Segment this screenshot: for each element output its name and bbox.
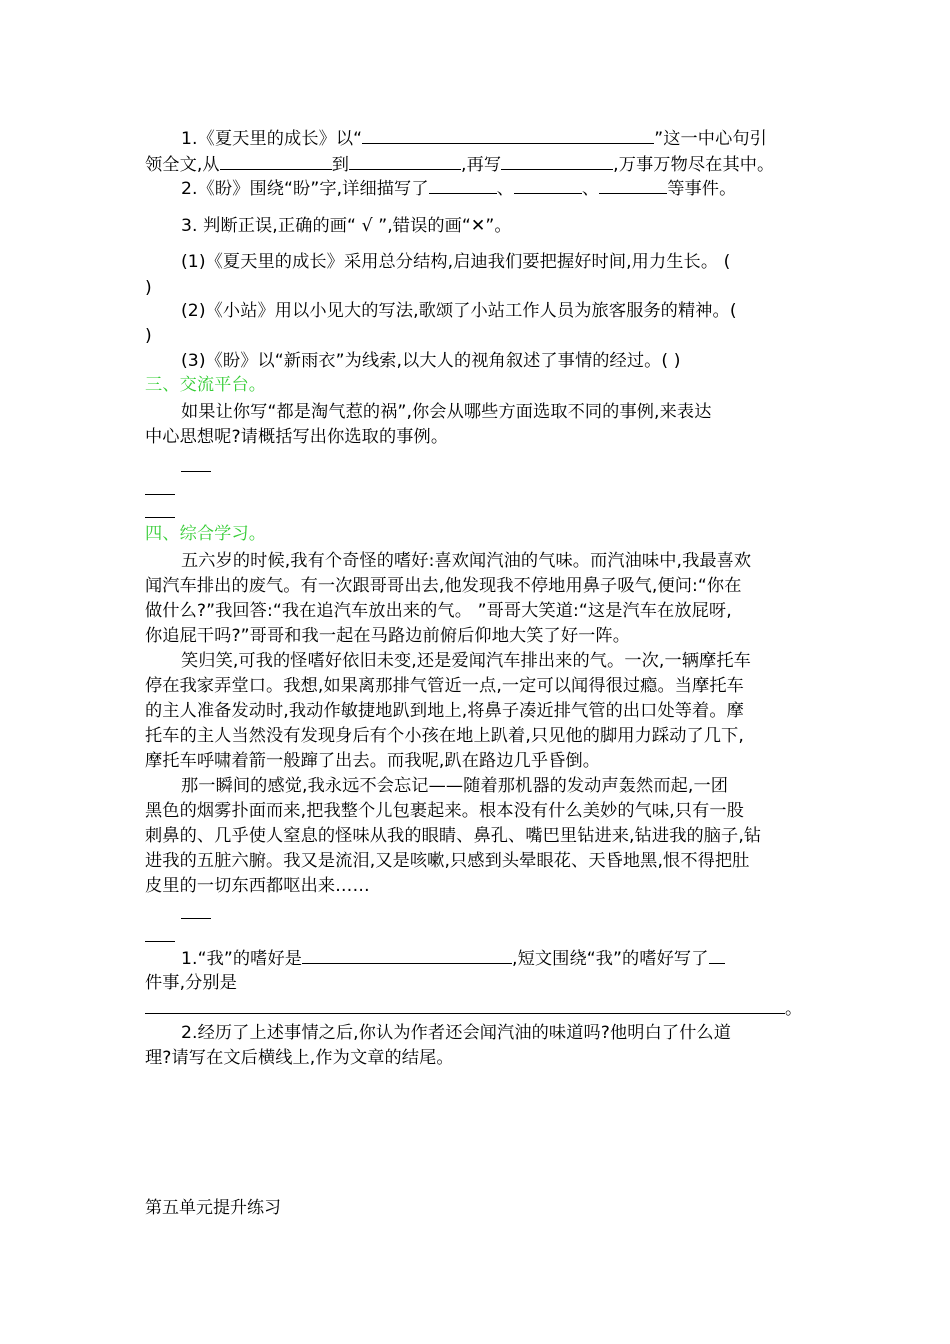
passage-line: 五六岁的时候,我有个奇怪的嗜好:喜欢闻汽油的气味。而汽油味中,我最喜欢 — [181, 551, 752, 571]
q2-text-b: 等事件。 — [667, 179, 737, 199]
q3-instruction: 3. 判断正误,正确的画“ √ ”,错误的画“✕”。 — [181, 216, 512, 236]
passage-line: 刺鼻的、几乎使人窒息的怪味从我的眼睛、鼻孔、嘴巴里钻进来,钻进我的脑子,钻 — [145, 826, 762, 846]
section-3-paragraph-1: 如果让你写“都是淘气惹的祸”,你会从哪些方面选取不同的事例,来表达 — [181, 402, 712, 422]
s4-q1-end: 。 — [785, 999, 803, 1019]
passage-line: 黑色的烟雾扑面而来,把我整个儿包裹起来。根本没有什么美妙的气味,只有一股 — [145, 801, 744, 821]
q2-sep-2: 、 — [581, 179, 600, 199]
answer-line-short[interactable] — [145, 517, 175, 518]
q1-text-b: ”这一中心句引 — [654, 129, 767, 149]
section-3-paragraph-2: 中心思想呢?请概括写出你选取的事例。 — [145, 427, 449, 447]
s4-q1-text-a: 1.“我”的嗜好是 — [181, 949, 303, 969]
q3-item-2-close: ) — [145, 326, 152, 346]
q1-blank-1[interactable] — [362, 126, 654, 144]
q1-text-f: ,万事万物尽在其中。 — [613, 155, 775, 175]
s4-q1-line-3 — [145, 996, 802, 1021]
q2-blank-1[interactable] — [429, 176, 497, 194]
s4-q1-line-2: 件事,分别是 — [145, 973, 238, 993]
passage-line: 你追屁干吗?”哥哥和我一起在马路边前俯后仰地大笑了好一阵。 — [145, 626, 630, 646]
q3-item-1-close: ) — [145, 278, 152, 298]
q2-sep-1: 、 — [496, 179, 514, 199]
q1-text-d: 到 — [331, 155, 350, 175]
q1-line-1 — [181, 126, 767, 151]
passage-line: 那一瞬间的感觉,我永远不会忘记——随着那机器的发动声轰然而起,一团 — [181, 776, 729, 796]
q1-line-2 — [145, 152, 774, 177]
passage-line: 闻汽车排出的废气。有一次跟哥哥出去,他发现我不停地用鼻子吸气,便问:“你在 — [145, 576, 742, 596]
s4-q2-line-1: 2.经历了上述事情之后,你认为作者还会闻汽油的味道吗?他明白了什么道 — [181, 1023, 732, 1043]
s4-q1-line-1 — [181, 946, 725, 971]
passage-line: 进我的五脏六腑。我又是流泪,又是咳嗽,只感到头晕眼花、天昏地黑,恨不得把肚 — [145, 851, 750, 871]
s4-q1-blank-2[interactable] — [709, 946, 725, 964]
passage-line: 的主人准备发动时,我动作敏捷地趴到地上,将鼻子凑近排气管的出口处等着。摩 — [145, 701, 744, 721]
q1-blank-4[interactable] — [501, 152, 613, 170]
q1-blank-2[interactable] — [220, 152, 332, 170]
passage-line: 停在我家弄堂口。我想,如果离那排气管近一点,一定可以闻得很过瘾。当摩托车 — [145, 676, 744, 696]
q1-blank-3[interactable] — [349, 152, 461, 170]
answer-line-short[interactable] — [145, 941, 175, 942]
q2-line — [181, 176, 736, 201]
q3-item-1: (1)《夏天里的成长》采用总分结构,启迪我们要把握好时间,用力生长。 ( — [181, 252, 731, 272]
passage-line: 摩托车呼啸着箭一般蹿了出去。而我呢,趴在路边几乎昏倒。 — [145, 751, 601, 771]
section-4-heading: 四、综合学习。 — [145, 524, 267, 544]
q2-blank-3[interactable] — [599, 176, 667, 194]
q3-item-2: (2)《小站》用以小见大的写法,歌颂了小站工作人员为旅客服务的精神。( — [181, 301, 737, 321]
s4-q2-line-2: 理?请写在文后横线上,作为文章的结尾。 — [145, 1048, 454, 1068]
q2-text-a: 2.《盼》围绕“盼”字,详细描写了 — [181, 179, 429, 199]
s4-q1-text-b: ,短文围绕“我”的嗜好写了 — [512, 949, 709, 969]
passage-line: 托车的主人当然没有发现身后有个小孩在地上趴着,只见他的脚用力踩动了几下, — [145, 726, 744, 746]
q1-text-c: 领全文,从 — [145, 155, 220, 175]
q2-blank-2[interactable] — [514, 176, 582, 194]
passage-line: 皮里的一切东西都呕出来…… — [145, 876, 370, 896]
unit-footer-title: 第五单元提升练习 — [145, 1198, 281, 1218]
section-3-heading: 三、交流平台。 — [145, 375, 267, 395]
answer-line-short[interactable] — [181, 918, 211, 919]
q1-text-e: ,再写 — [461, 155, 502, 175]
passage-line: 做什么?”我回答:“我在追汽车放出来的气。 ”哥哥大笑道:“这是汽车在放屁呀, — [145, 601, 732, 621]
answer-line-short[interactable] — [181, 471, 211, 472]
q3-item-3: (3)《盼》以“新雨衣”为线索,以大人的视角叙述了事情的经过。( ) — [181, 351, 681, 371]
passage-line: 笑归笑,可我的怪嗜好依旧未变,还是爱闻汽车排出来的气。一次,一辆摩托车 — [181, 651, 751, 671]
s4-q1-blank-3[interactable] — [145, 996, 785, 1014]
q1-text-a: 1.《夏天里的成长》以“ — [181, 129, 363, 149]
answer-line-short[interactable] — [145, 494, 175, 495]
s4-q1-blank-1[interactable] — [302, 946, 512, 964]
